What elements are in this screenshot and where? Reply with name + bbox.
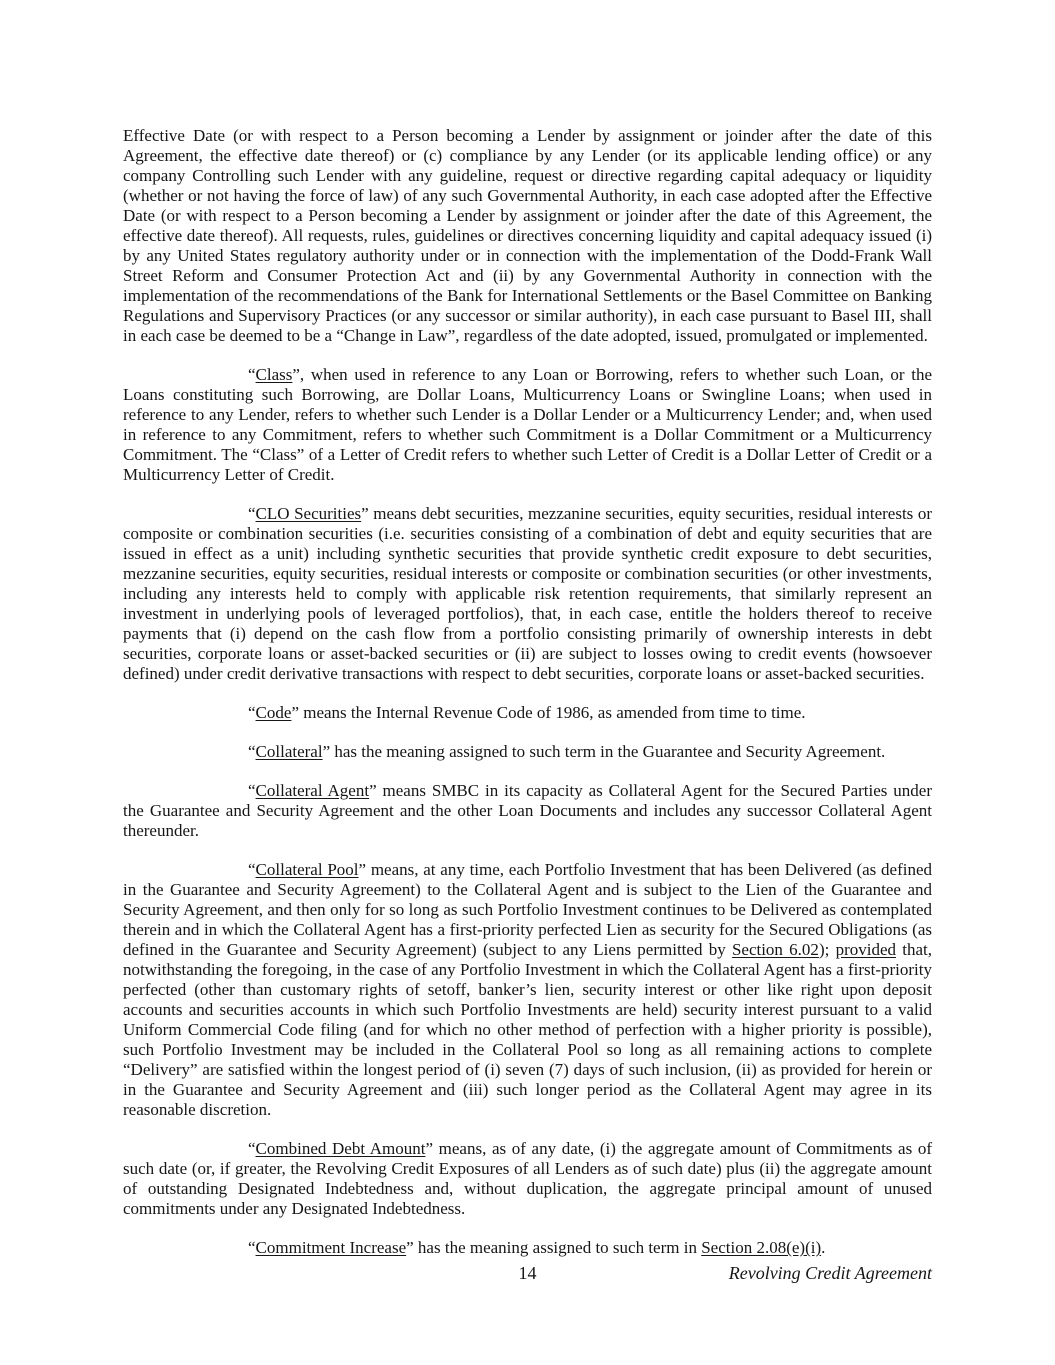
defined-term: Class: [255, 365, 293, 384]
defined-term: Collateral Pool: [255, 860, 359, 879]
footer-document-title: Revolving Credit Agreement: [728, 1263, 932, 1283]
defined-term: Section 6.02: [731, 940, 819, 959]
defined-term: Collateral Agent: [255, 781, 370, 800]
defined-term: Commitment Increase: [255, 1238, 407, 1257]
paragraph: “Collateral Pool” means, at any time, each Portfolio Investment that has been Delivered (as defined in the Guarantee and Security Agreement) to the Collateral Agent and is subject to the Lien of the Guarantee and Security Agreement, and then only for so long as such Portfolio Investment continues to be Delivered as contemplated therein and in which the Collateral Agent has a first-priority perfected Lien as security for the Secured Obligations (as defined in the Guarantee and Security Agreement) (subject to any Liens permitted by Section 6.02); provided that, notwithstanding the foregoing, in the case of any Portfolio Investment in which the Collateral Agent has a first-priority perfected (other than customary rights of setoff, banker’s lien, security interest or other like right upon deposit accounts and securities accounts in which such Portfolio Investments are held) security interest pursuant to a valid Uniform Commercial Code filing (and for which no other method of perfection with a higher priority is possible), such Portfolio Investment may be included in the Collateral Pool so long as all remaining actions to complete “Delivery” are satisfied within the longest period of (i) seven (7) days of such inclusion, (ii) as provided for herein or in the Guarantee and Security Agreement and (iii) such longer period as the Collateral Agent may agree in its reasonable discretion.: [123, 860, 933, 1119]
paragraph: “Combined Debt Amount” means, as of any date, (i) the aggregate amount of Commitments as of such date (or, if greater, the Revolving Credit Exposures of all Lenders as of such date) plus (ii) the aggregate amount of outstanding Designated Indebtedness and, without duplication, the aggregate principal amount of unused commitments under any Designated Indebtedness.: [123, 1139, 932, 1218]
defined-term: Section 2.08(e)(i): [701, 1238, 822, 1257]
paragraph: “CLO Securities” means debt securities, mezzanine securities, equity securities, residual interests or composite or combination securities (i.e. securities consisting of a combination of debt and equity securities that are issued in effect as a unit) including synthetic securities that provide synthetic credit exposure to debt securities, mezzanine securities, equity securities, residual interests or composite or combination securities (or other investments, including any interests held to comply with applicable risk retention requirements, that similarly represent an investment in underlying pools of leveraged portfolios), that, in each case, entitle the holders thereof to receive payments that (i) depend on the cash flow from a portfolio consisting primarily of ownership interests in debt securities, corporate loans or asset-backed securities or (ii) are subject to losses owing to credit events (howsoever defined) under credit derivative transactions with respect to debt securities, corporate loans or asset-backed securities.: [123, 504, 932, 683]
defined-term: Combined Debt Amount: [255, 1139, 426, 1158]
paragraph: “Collateral” has the meaning assigned to such term in the Guarantee and Security Agreement.: [248, 742, 886, 761]
page-number: 14: [518, 1263, 537, 1283]
defined-term: Code: [255, 703, 292, 722]
paragraph: “Class”, when used in reference to any Loan or Borrowing, refers to whether such Loan, or the Loans constituting such Borrowing, are Dollar Loans, Multicurrency Loans or Swingline Loans; when used in reference to any Lender, refers to whether such Lender is a Dollar Lender or a Multicurrency Lender; and, when used in reference to any Commitment, refers to whether such Commitment is a Dollar Commitment or a Multicurrency Commitment. The “Class” of a Letter of Credit refers to whether such Letter of Credit is a Dollar Letter of Credit or a Multicurrency Letter of Credit.: [123, 365, 932, 484]
paragraph: “Collateral Agent” means SMBC in its capacity as Collateral Agent for the Secured Parties under the Guarantee and Security Agreement and the other Loan Documents and includes any successor Collateral Agent thereunder.: [123, 781, 932, 840]
paragraph: “Commitment Increase” has the meaning assigned to such term in Section 2.08(e)(i).: [248, 1238, 826, 1257]
defined-term: Collateral: [255, 742, 323, 761]
page-footer: [123, 1262, 932, 1290]
paragraph: “Code” means the Internal Revenue Code of 1986, as amended from time to time.: [248, 703, 806, 722]
paragraph: Effective Date (or with respect to a Person becoming a Lender by assignment or joinder after the date of this Agreement, the effective date thereof) or (c) compliance by any Lender (or its applicable lending office) or any company Controlling such Lender with any guideline, request or directive regarding capital adequacy or liquidity (whether or not having the force of law) of any such Governmental Authority, in each case adopted after the Effective Date (or with respect to a Person becoming a Lender by assignment or joinder after the date of this Agreement, the effective date thereof). All requests, rules, guidelines or directives concerning liquidity and capital adequacy issued (i) by any United States regulatory authority under or in connection with the implementation of the Dodd-Frank Wall Street Reform and Consumer Protection Act and (ii) by any Governmental Authority in connection with the implementation of the recommendations of the Bank for International Settlements or the Basel Committee on Banking Regulations and Supervisory Practices (or any successor or similar authority), in each case pursuant to Basel III, shall in each case be deemed to be a “Change in Law”, regardless of the date adopted, issued, promulgated or implemented.: [123, 126, 932, 345]
defined-term: provided: [835, 940, 897, 959]
document-body: [123, 126, 932, 1277]
defined-term: CLO Securities: [255, 504, 362, 523]
